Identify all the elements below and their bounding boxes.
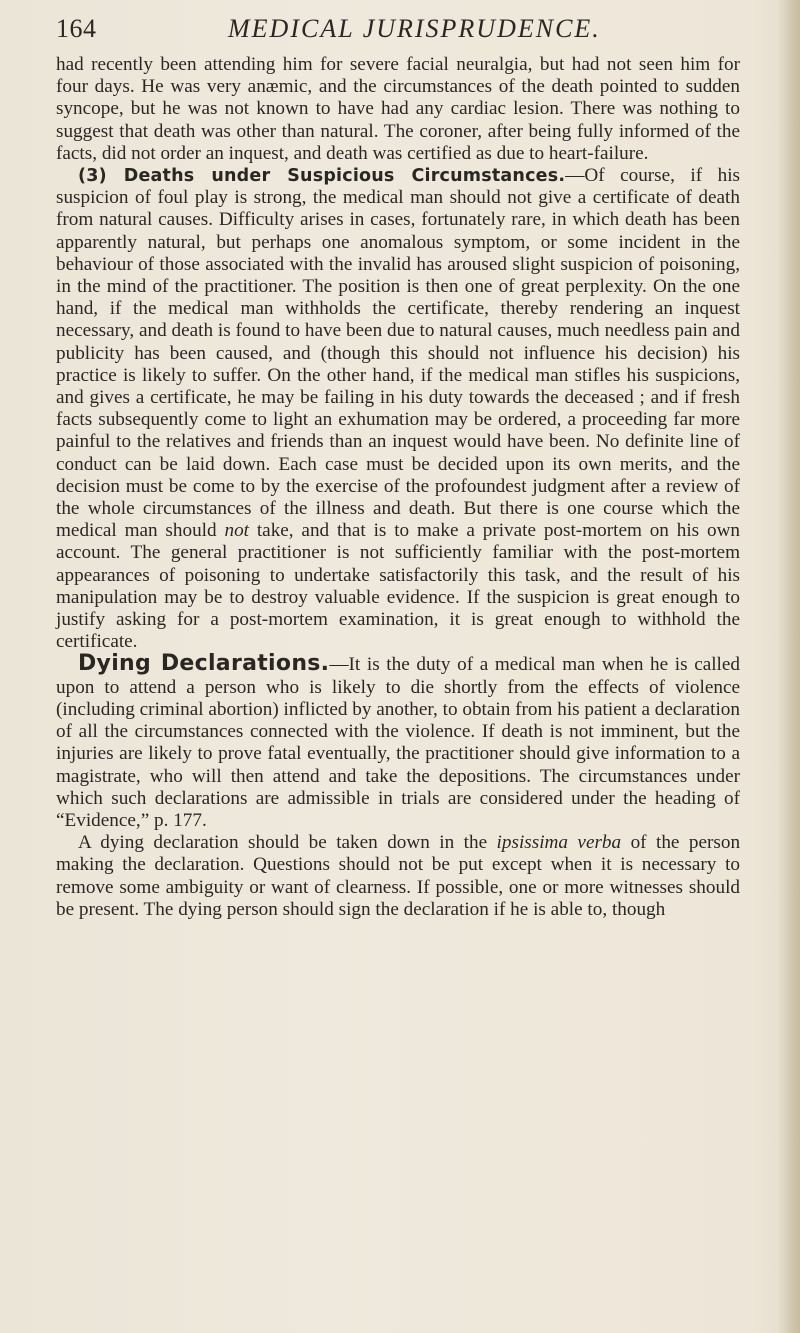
emphasis-ipsissima-verba: ipsissima verba: [496, 832, 622, 854]
emphasis-not: not: [224, 520, 249, 542]
paragraph-text: A dying declaration should be taken down in the: [78, 832, 488, 854]
running-head: MEDICAL JURISPRUDENCE.: [228, 14, 601, 43]
section-heading-suspicious: (3) Deaths under Suspicious Circumstances.: [78, 166, 566, 187]
page-number: 164: [56, 14, 97, 43]
page-edge-shadow: [778, 0, 800, 1333]
paragraph-text: of the person making the declaration. Questions should not be put except when it is necessary to remove some ambiguity or want of clearness. If possible, one or more witnesses should be present. The dying person should sign the declaration if he is able to, though: [56, 832, 741, 920]
paragraph-text: take, and that is to make a private post-mortem on his own account. The general practitioner is not sufficiently familiar with the post-mortem appearances of poisoning to undertake satisfactorily this task, and the result of his manipulation may be to destroy valuable evidence. If the suspicion is great enough to justify asking for a post-mortem examination, it is great enough to withhold the certificate.: [56, 520, 741, 653]
paragraph-suspicious-deaths: [56, 165, 740, 653]
paragraph-continuation: [56, 54, 740, 165]
paragraph-dying-declarations: [56, 653, 740, 832]
paragraph-text: had recently been attending him for severe facial neuralgia, but had not seen him for four days. He was very anæmic, and the circumstances of the death pointed to sudden syncope, but he was not known to have had any cardiac lesion. There was nothing to suggest that death was other than natural. The coroner, after being fully informed of the facts, did not order an inquest, and death was certified as due to heart-failure.: [56, 54, 740, 164]
paragraph-text: —Of course, if his suspicion of foul play is strong, the medical man should not give a certificate of death from natural causes. Difficulty arises in cases, fortunately rare, in which death has been apparently natural, but perhaps one anomalous symptom, or some incident in the behaviour of those associated with the invalid has aroused slight suspicion of poisoning, in the mind of the practitioner. The position is then one of great perplexity. On the one hand, if the medical man withholds the certificate, thereby rendering an inquest necessary, and death is found to have been due to natural causes, much needless pain and publicity has been caused, and (though this should not influence his decision) his practice is likely to suffer. On the other hand, if the medical man stifles his suspicions, and gives a certificate, he may be failing in his duty towards the deceased ; and if fresh facts subsequently come to light an exhumation may be ordered, a proceeding far more painful to the relatives and friends than an inquest would have been. No definite line of conduct can be laid down. Each case must be decided upon its own merits, and the decision must be come to by the exercise of the profoundest judgment after a review of the whole circumstances of the illness and death. But there is one course which the medical man should: [56, 165, 741, 542]
paragraph-taking-declaration: [56, 832, 740, 921]
section-heading-dying-declarations: Dying Declarations.: [78, 651, 330, 677]
page-header: [56, 12, 756, 52]
body-text: [56, 54, 740, 921]
paragraph-text: —It is the duty of a medical man when he is called upon to attend a person who is likely to die shortly from the effects of violence (including criminal abortion) inflicted by another, to obtain from his patient a declaration of all the circumstances connected with the violence. If death is not imminent, but the injuries are likely to prove fatal eventually, the practitioner should give information to a magistrate, who will then attend and take the depositions. The circumstances under which such declarations are admissible in trials are considered under the heading of “Evidence,” p. 177.: [56, 654, 740, 831]
